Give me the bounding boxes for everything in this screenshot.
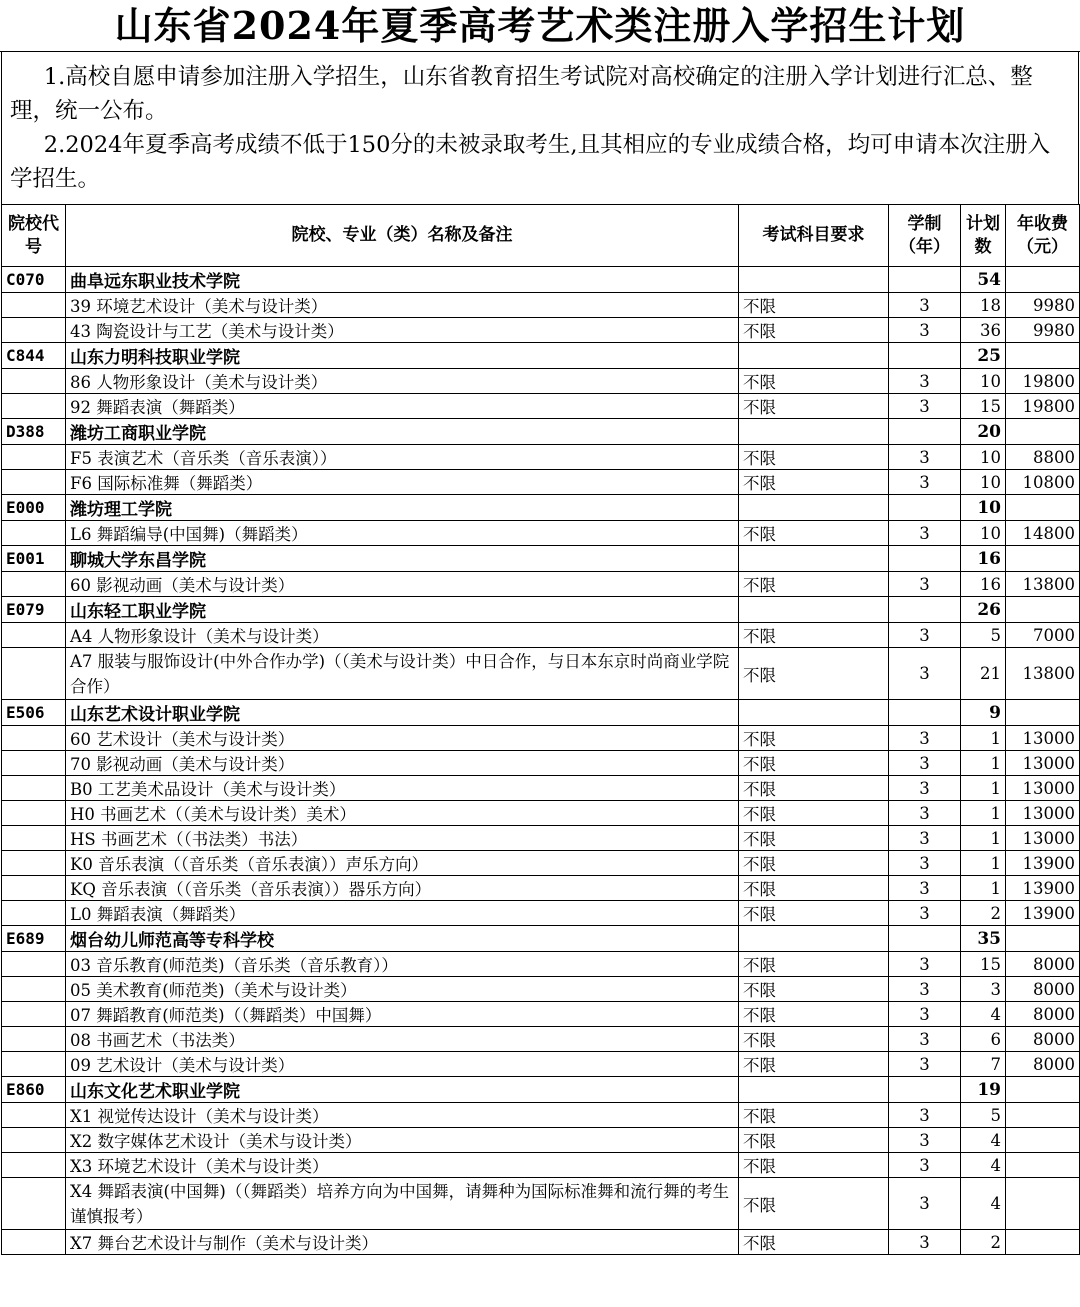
annual-fee: 13000 <box>1006 751 1080 776</box>
major-row <box>2 369 1080 394</box>
plan-count: 3 <box>961 977 1006 1002</box>
major-name: X7 舞台艺术设计与制作（美术与设计类） <box>66 1230 739 1255</box>
school-name: 山东艺术设计职业学院 <box>66 700 739 726</box>
study-years: 3 <box>889 572 961 597</box>
exam-requirement: 不限 <box>739 977 889 1002</box>
code-cell-empty <box>2 876 66 901</box>
school-total-plan: 54 <box>961 267 1006 293</box>
study-years: 3 <box>889 1052 961 1077</box>
study-years: 3 <box>889 521 961 546</box>
fee-cell-empty <box>1006 343 1080 369</box>
header-name: 院校、专业（类）名称及备注 <box>66 205 739 267</box>
study-years: 3 <box>889 648 961 700</box>
school-code: E079 <box>2 597 66 623</box>
exam-cell-empty <box>739 700 889 726</box>
plan-count: 4 <box>961 1178 1006 1230</box>
plan-count: 4 <box>961 1128 1006 1153</box>
major-name: 07 舞蹈教育(师范类)（（舞蹈类）中国舞） <box>66 1002 739 1027</box>
annual-fee: 9980 <box>1006 293 1080 318</box>
plan-count: 10 <box>961 369 1006 394</box>
study-years: 3 <box>889 826 961 851</box>
exam-cell-empty <box>739 1077 889 1103</box>
study-years: 3 <box>889 293 961 318</box>
plan-count: 7 <box>961 1052 1006 1077</box>
major-name: L0 舞蹈表演（舞蹈类） <box>66 901 739 926</box>
exam-requirement: 不限 <box>739 1002 889 1027</box>
exam-requirement: 不限 <box>739 826 889 851</box>
code-cell-empty <box>2 977 66 1002</box>
header-plan: 计划数 <box>961 205 1006 267</box>
exam-requirement: 不限 <box>739 1027 889 1052</box>
exam-requirement: 不限 <box>739 572 889 597</box>
plan-count: 4 <box>961 1002 1006 1027</box>
major-row <box>2 394 1080 419</box>
exam-requirement: 不限 <box>739 851 889 876</box>
study-years: 3 <box>889 851 961 876</box>
fee-cell-empty <box>1006 546 1080 572</box>
code-cell-empty <box>2 445 66 470</box>
plan-count: 16 <box>961 572 1006 597</box>
major-name: X4 舞蹈表演(中国舞)（（舞蹈类）培养方向为中国舞，请舞种为国际标准舞和流行舞的考生谨慎报考） <box>66 1178 739 1230</box>
annual-fee <box>1006 1128 1080 1153</box>
major-name: 39 环境艺术设计（美术与设计类） <box>66 293 739 318</box>
code-cell-empty <box>2 801 66 826</box>
study-years: 3 <box>889 1002 961 1027</box>
school-row <box>2 267 1080 293</box>
exam-requirement: 不限 <box>739 1128 889 1153</box>
annual-fee: 8000 <box>1006 1027 1080 1052</box>
major-row <box>2 952 1080 977</box>
school-code: C070 <box>2 267 66 293</box>
major-row <box>2 876 1080 901</box>
major-name: HS 书画艺术（（书法类）书法） <box>66 826 739 851</box>
major-name: 60 影视动画（美术与设计类） <box>66 572 739 597</box>
years-cell-empty <box>889 546 961 572</box>
annual-fee <box>1006 1153 1080 1178</box>
exam-cell-empty <box>739 267 889 293</box>
annual-fee: 13000 <box>1006 726 1080 751</box>
exam-cell-empty <box>739 495 889 521</box>
header-exam: 考试科目要求 <box>739 205 889 267</box>
annual-fee: 8000 <box>1006 1002 1080 1027</box>
major-name: A7 服装与服饰设计(中外合作办学)（（美术与设计类）中日合作，与日本东京时尚商业学院合作） <box>66 648 739 700</box>
years-cell-empty <box>889 343 961 369</box>
code-cell-empty <box>2 521 66 546</box>
study-years: 3 <box>889 470 961 495</box>
school-total-plan: 35 <box>961 926 1006 952</box>
exam-requirement: 不限 <box>739 1052 889 1077</box>
major-row <box>2 977 1080 1002</box>
code-cell-empty <box>2 1103 66 1128</box>
study-years: 3 <box>889 977 961 1002</box>
major-name: B0 工艺美术品设计（美术与设计类） <box>66 776 739 801</box>
note-2: 2.2024年夏季高考成绩不低于150分的未被录取考生,且其相应的专业成绩合格，均可申请本次注册入学招生。 <box>10 132 1051 192</box>
major-row <box>2 318 1080 343</box>
school-name: 潍坊工商职业学院 <box>66 419 739 445</box>
study-years: 3 <box>889 1103 961 1128</box>
major-name: L6 舞蹈编导(中国舞)（舞蹈类） <box>66 521 739 546</box>
school-name: 山东力明科技职业学院 <box>66 343 739 369</box>
study-years: 3 <box>889 726 961 751</box>
school-total-plan: 9 <box>961 700 1006 726</box>
annual-fee: 8800 <box>1006 445 1080 470</box>
major-row <box>2 293 1080 318</box>
major-name: 70 影视动画（美术与设计类） <box>66 751 739 776</box>
exam-cell-empty <box>739 926 889 952</box>
major-row <box>2 1153 1080 1178</box>
code-cell-empty <box>2 826 66 851</box>
major-row <box>2 726 1080 751</box>
study-years: 3 <box>889 1128 961 1153</box>
enrollment-plan-table <box>1 204 1080 1255</box>
school-name: 潍坊理工学院 <box>66 495 739 521</box>
major-row <box>2 1128 1080 1153</box>
exam-requirement: 不限 <box>739 1230 889 1255</box>
study-years: 3 <box>889 445 961 470</box>
code-cell-empty <box>2 1027 66 1052</box>
exam-requirement: 不限 <box>739 776 889 801</box>
annual-fee: 13900 <box>1006 876 1080 901</box>
years-cell-empty <box>889 597 961 623</box>
annual-fee: 9980 <box>1006 318 1080 343</box>
exam-requirement: 不限 <box>739 470 889 495</box>
code-cell-empty <box>2 623 66 648</box>
annual-fee: 13000 <box>1006 776 1080 801</box>
school-row <box>2 546 1080 572</box>
annual-fee: 14800 <box>1006 521 1080 546</box>
code-cell-empty <box>2 851 66 876</box>
school-row <box>2 597 1080 623</box>
school-code: C844 <box>2 343 66 369</box>
code-cell-empty <box>2 394 66 419</box>
major-row <box>2 648 1080 700</box>
major-row <box>2 521 1080 546</box>
study-years: 3 <box>889 369 961 394</box>
study-years: 3 <box>889 1230 961 1255</box>
major-row <box>2 1103 1080 1128</box>
major-row <box>2 1027 1080 1052</box>
major-name: K0 音乐表演（（音乐类（音乐表演））声乐方向） <box>66 851 739 876</box>
plan-count: 4 <box>961 1153 1006 1178</box>
school-name: 山东文化艺术职业学院 <box>66 1077 739 1103</box>
code-cell-empty <box>2 1178 66 1230</box>
years-cell-empty <box>889 700 961 726</box>
code-cell-empty <box>2 1052 66 1077</box>
major-row <box>2 445 1080 470</box>
exam-cell-empty <box>739 597 889 623</box>
school-row <box>2 1077 1080 1103</box>
code-cell-empty <box>2 648 66 700</box>
annual-fee <box>1006 1178 1080 1230</box>
school-code: D388 <box>2 419 66 445</box>
code-cell-empty <box>2 572 66 597</box>
plan-count: 1 <box>961 801 1006 826</box>
annual-fee: 13000 <box>1006 826 1080 851</box>
exam-requirement: 不限 <box>739 394 889 419</box>
study-years: 3 <box>889 751 961 776</box>
school-total-plan: 25 <box>961 343 1006 369</box>
major-name: H0 书画艺术（（美术与设计类）美术） <box>66 801 739 826</box>
plan-count: 1 <box>961 876 1006 901</box>
exam-requirement: 不限 <box>739 801 889 826</box>
annual-fee <box>1006 1103 1080 1128</box>
school-name: 山东轻工职业学院 <box>66 597 739 623</box>
study-years: 3 <box>889 876 961 901</box>
page-title: 山东省2024年夏季高考艺术类注册入学招生计划 <box>0 0 1080 52</box>
code-cell-empty <box>2 1153 66 1178</box>
major-name: F5 表演艺术（音乐类（音乐表演）） <box>66 445 739 470</box>
annual-fee: 10800 <box>1006 470 1080 495</box>
exam-cell-empty <box>739 419 889 445</box>
annual-fee: 8000 <box>1006 952 1080 977</box>
plan-count: 10 <box>961 470 1006 495</box>
exam-requirement: 不限 <box>739 1178 889 1230</box>
table-header-row <box>2 205 1080 267</box>
annual-fee: 8000 <box>1006 977 1080 1002</box>
school-row <box>2 700 1080 726</box>
plan-count: 1 <box>961 751 1006 776</box>
major-name: 92 舞蹈表演（舞蹈类） <box>66 394 739 419</box>
major-row <box>2 1178 1080 1230</box>
annual-fee: 19800 <box>1006 369 1080 394</box>
exam-requirement: 不限 <box>739 876 889 901</box>
plan-count: 1 <box>961 776 1006 801</box>
annual-fee: 8000 <box>1006 1052 1080 1077</box>
major-row <box>2 776 1080 801</box>
school-total-plan: 19 <box>961 1077 1006 1103</box>
major-row <box>2 1002 1080 1027</box>
code-cell-empty <box>2 470 66 495</box>
exam-requirement: 不限 <box>739 901 889 926</box>
header-code: 院校代号 <box>2 205 66 267</box>
school-total-plan: 26 <box>961 597 1006 623</box>
study-years: 3 <box>889 1153 961 1178</box>
plan-count: 2 <box>961 1230 1006 1255</box>
exam-requirement: 不限 <box>739 751 889 776</box>
years-cell-empty <box>889 419 961 445</box>
annual-fee: 13900 <box>1006 901 1080 926</box>
plan-count: 5 <box>961 623 1006 648</box>
annual-fee: 19800 <box>1006 394 1080 419</box>
plan-count: 2 <box>961 901 1006 926</box>
code-cell-empty <box>2 952 66 977</box>
major-row <box>2 623 1080 648</box>
major-name: KQ 音乐表演（（音乐类（音乐表演））器乐方向） <box>66 876 739 901</box>
major-row <box>2 572 1080 597</box>
fee-cell-empty <box>1006 419 1080 445</box>
annual-fee: 7000 <box>1006 623 1080 648</box>
table-body <box>2 267 1080 1255</box>
exam-requirement: 不限 <box>739 623 889 648</box>
study-years: 3 <box>889 952 961 977</box>
major-row <box>2 1230 1080 1255</box>
annual-fee: 13000 <box>1006 801 1080 826</box>
fee-cell-empty <box>1006 597 1080 623</box>
years-cell-empty <box>889 267 961 293</box>
major-row <box>2 826 1080 851</box>
fee-cell-empty <box>1006 495 1080 521</box>
notes-section <box>1 52 1079 204</box>
exam-requirement: 不限 <box>739 369 889 394</box>
plan-count: 10 <box>961 521 1006 546</box>
major-name: 43 陶瓷设计与工艺（美术与设计类） <box>66 318 739 343</box>
exam-cell-empty <box>739 343 889 369</box>
study-years: 3 <box>889 901 961 926</box>
major-row <box>2 851 1080 876</box>
school-code: E689 <box>2 926 66 952</box>
plan-count: 15 <box>961 952 1006 977</box>
plan-count: 10 <box>961 445 1006 470</box>
school-row <box>2 495 1080 521</box>
code-cell-empty <box>2 751 66 776</box>
major-name: X1 视觉传达设计（美术与设计类） <box>66 1103 739 1128</box>
exam-requirement: 不限 <box>739 318 889 343</box>
exam-requirement: 不限 <box>739 648 889 700</box>
fee-cell-empty <box>1006 267 1080 293</box>
study-years: 3 <box>889 318 961 343</box>
code-cell-empty <box>2 293 66 318</box>
study-years: 3 <box>889 1178 961 1230</box>
major-name: 09 艺术设计（美术与设计类） <box>66 1052 739 1077</box>
note-1: 1.高校自愿申请参加注册入学招生，山东省教育招生考试院对高校确定的注册入学计划进行汇总、整理，统一公布。 <box>10 64 1033 124</box>
school-code: E001 <box>2 546 66 572</box>
annual-fee: 13900 <box>1006 851 1080 876</box>
plan-count: 6 <box>961 1027 1006 1052</box>
plan-count: 21 <box>961 648 1006 700</box>
code-cell-empty <box>2 776 66 801</box>
plan-count: 1 <box>961 851 1006 876</box>
school-code: E506 <box>2 700 66 726</box>
exam-cell-empty <box>739 546 889 572</box>
exam-requirement: 不限 <box>739 445 889 470</box>
exam-requirement: 不限 <box>739 1103 889 1128</box>
plan-count: 36 <box>961 318 1006 343</box>
years-cell-empty <box>889 1077 961 1103</box>
code-cell-empty <box>2 1230 66 1255</box>
major-name: F6 国际标准舞（舞蹈类） <box>66 470 739 495</box>
major-row <box>2 801 1080 826</box>
school-name: 聊城大学东昌学院 <box>66 546 739 572</box>
study-years: 3 <box>889 623 961 648</box>
major-name: 60 艺术设计（美术与设计类） <box>66 726 739 751</box>
plan-count: 18 <box>961 293 1006 318</box>
school-row <box>2 343 1080 369</box>
school-total-plan: 16 <box>961 546 1006 572</box>
code-cell-empty <box>2 318 66 343</box>
major-row <box>2 1052 1080 1077</box>
school-name: 烟台幼儿师范高等专科学校 <box>66 926 739 952</box>
exam-requirement: 不限 <box>739 521 889 546</box>
code-cell-empty <box>2 369 66 394</box>
years-cell-empty <box>889 926 961 952</box>
major-name: 03 音乐教育(师范类)（音乐类（音乐教育）） <box>66 952 739 977</box>
exam-requirement: 不限 <box>739 952 889 977</box>
plan-count: 1 <box>961 726 1006 751</box>
school-total-plan: 20 <box>961 419 1006 445</box>
study-years: 3 <box>889 801 961 826</box>
exam-requirement: 不限 <box>739 293 889 318</box>
fee-cell-empty <box>1006 1077 1080 1103</box>
annual-fee <box>1006 1230 1080 1255</box>
study-years: 3 <box>889 776 961 801</box>
years-cell-empty <box>889 495 961 521</box>
major-name: 05 美术教育(师范类)（美术与设计类） <box>66 977 739 1002</box>
school-code: E860 <box>2 1077 66 1103</box>
header-fee: 年收费（元） <box>1006 205 1080 267</box>
school-row <box>2 926 1080 952</box>
code-cell-empty <box>2 901 66 926</box>
major-row <box>2 901 1080 926</box>
plan-count: 5 <box>961 1103 1006 1128</box>
code-cell-empty <box>2 1002 66 1027</box>
exam-requirement: 不限 <box>739 726 889 751</box>
study-years: 3 <box>889 1027 961 1052</box>
header-years: 学制（年） <box>889 205 961 267</box>
fee-cell-empty <box>1006 700 1080 726</box>
school-name: 曲阜远东职业技术学院 <box>66 267 739 293</box>
study-years: 3 <box>889 394 961 419</box>
school-total-plan: 10 <box>961 495 1006 521</box>
major-row <box>2 470 1080 495</box>
major-name: 86 人物形象设计（美术与设计类） <box>66 369 739 394</box>
major-name: A4 人物形象设计（美术与设计类） <box>66 623 739 648</box>
annual-fee: 13800 <box>1006 572 1080 597</box>
fee-cell-empty <box>1006 926 1080 952</box>
exam-requirement: 不限 <box>739 1153 889 1178</box>
code-cell-empty <box>2 726 66 751</box>
school-code: E000 <box>2 495 66 521</box>
major-name: X2 数字媒体艺术设计（美术与设计类） <box>66 1128 739 1153</box>
major-row <box>2 751 1080 776</box>
major-name: 08 书画艺术（书法类） <box>66 1027 739 1052</box>
plan-count: 15 <box>961 394 1006 419</box>
school-row <box>2 419 1080 445</box>
major-name: X3 环境艺术设计（美术与设计类） <box>66 1153 739 1178</box>
annual-fee: 13800 <box>1006 648 1080 700</box>
code-cell-empty <box>2 1128 66 1153</box>
plan-count: 1 <box>961 826 1006 851</box>
